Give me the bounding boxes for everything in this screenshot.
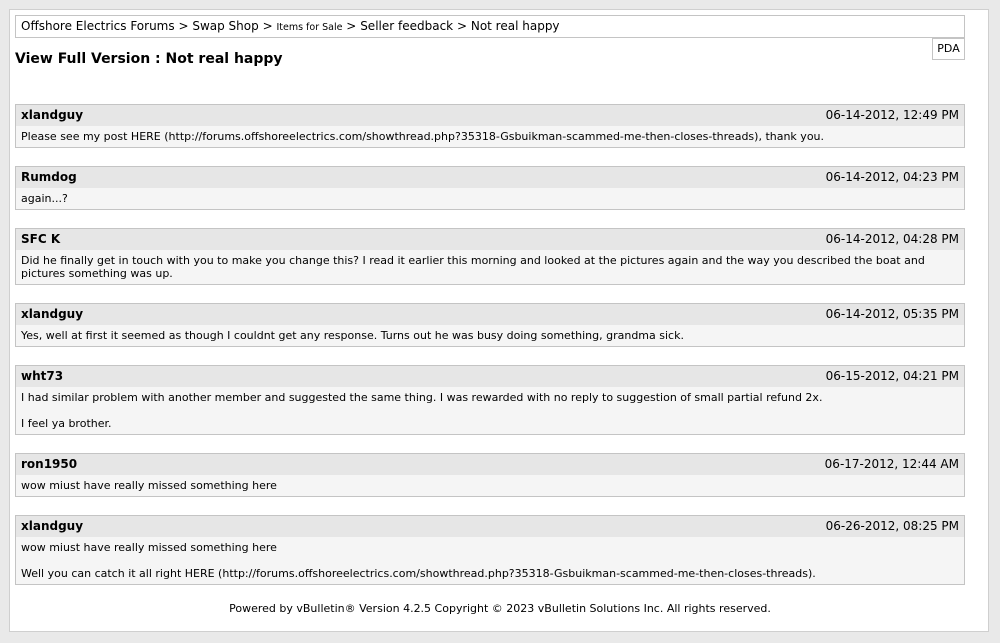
post-body — [16, 126, 964, 147]
post-date: 06-15-2012, 04:21 PM — [825, 369, 959, 383]
post — [15, 453, 965, 497]
post-body — [16, 188, 964, 209]
breadcrumb-link-items-for-sale[interactable]: Items for Sale — [276, 22, 343, 33]
post-paragraph: Did he finally get in touch with you to make you change this? I read it earlier this morning and looked at the pictures again and the way you described the boat and pictures something was up. — [21, 254, 925, 280]
footer-copyright: Powered by vBulletin® Version 4.2.5 Copyright © 2023 vBulletin Solutions Inc. All rights reserved. — [229, 602, 771, 615]
post-paragraph: Yes, well at first it seemed as though I couldnt get any response. Turns out he was busy doing something, grandma sick. — [21, 329, 684, 342]
post-author[interactable]: wht73 — [21, 369, 64, 383]
post-paragraph: I had similar problem with another member and suggested the same thing. I was rewarded with no reply to suggestion of small partial refund 2x. — [21, 391, 823, 404]
post-body — [16, 325, 964, 346]
post-date: 06-26-2012, 08:25 PM — [825, 519, 959, 533]
post-author[interactable]: xlandguy — [21, 519, 84, 533]
post — [15, 104, 965, 148]
breadcrumb-separator: > — [178, 19, 189, 33]
breadcrumb-separator: > — [456, 19, 468, 33]
post-header — [16, 105, 964, 126]
breadcrumb — [15, 15, 965, 38]
post-paragraph: Please see my post HERE (http://forums.offshoreelectrics.com/showthread.php?35318-Gsbuikman-scammed-me-then-closes-threads), thank you. — [21, 130, 825, 143]
post-author[interactable]: ron1950 — [21, 457, 78, 471]
post-header — [16, 229, 964, 250]
post — [15, 303, 965, 347]
breadcrumb-link-swap-shop[interactable]: Swap Shop — [192, 19, 259, 33]
post-paragraph: again...? — [21, 192, 68, 205]
post-header — [16, 304, 964, 325]
post-date: 06-14-2012, 04:23 PM — [825, 170, 959, 184]
post — [15, 228, 965, 285]
breadcrumb-link-forums[interactable]: Offshore Electrics Forums — [21, 19, 175, 33]
post-body — [16, 250, 964, 284]
post-author[interactable]: SFC K — [21, 232, 61, 246]
post-body — [16, 387, 964, 434]
post — [15, 515, 965, 585]
post-header — [16, 167, 964, 188]
post-paragraph: I feel ya brother. — [21, 417, 112, 430]
post-header — [16, 454, 964, 475]
post-date: 06-14-2012, 05:35 PM — [825, 307, 959, 321]
pda-button[interactable]: PDA — [932, 38, 965, 60]
page-title: View Full Version : Not real happy — [15, 51, 283, 67]
post-date: 06-14-2012, 12:49 PM — [825, 108, 959, 122]
post-paragraph: wow miust have really missed something here — [21, 479, 277, 492]
post-header — [16, 366, 964, 387]
post-header — [16, 516, 964, 537]
breadcrumb-link-seller-feedback[interactable]: Seller feedback — [360, 19, 454, 33]
post-author[interactable]: Rumdog — [21, 170, 77, 184]
post — [15, 166, 965, 210]
post-paragraph: wow miust have really missed something here — [21, 541, 277, 554]
breadcrumb-separator: > — [262, 19, 273, 33]
post-date: 06-17-2012, 12:44 AM — [824, 457, 959, 471]
post-body — [16, 537, 964, 584]
post-paragraph: Well you can catch it all right HERE (http://forums.offshoreelectrics.com/showthread.php?35318-Gsbuikman-scammed-me-then-closes-threads). — [21, 567, 816, 580]
post — [15, 365, 965, 435]
post-date: 06-14-2012, 04:28 PM — [825, 232, 959, 246]
post-author[interactable]: xlandguy — [21, 307, 84, 321]
post-author[interactable]: xlandguy — [21, 108, 84, 122]
breadcrumb-separator: > — [346, 19, 357, 33]
post-body — [16, 475, 964, 496]
breadcrumb-current: Not real happy — [470, 19, 560, 33]
